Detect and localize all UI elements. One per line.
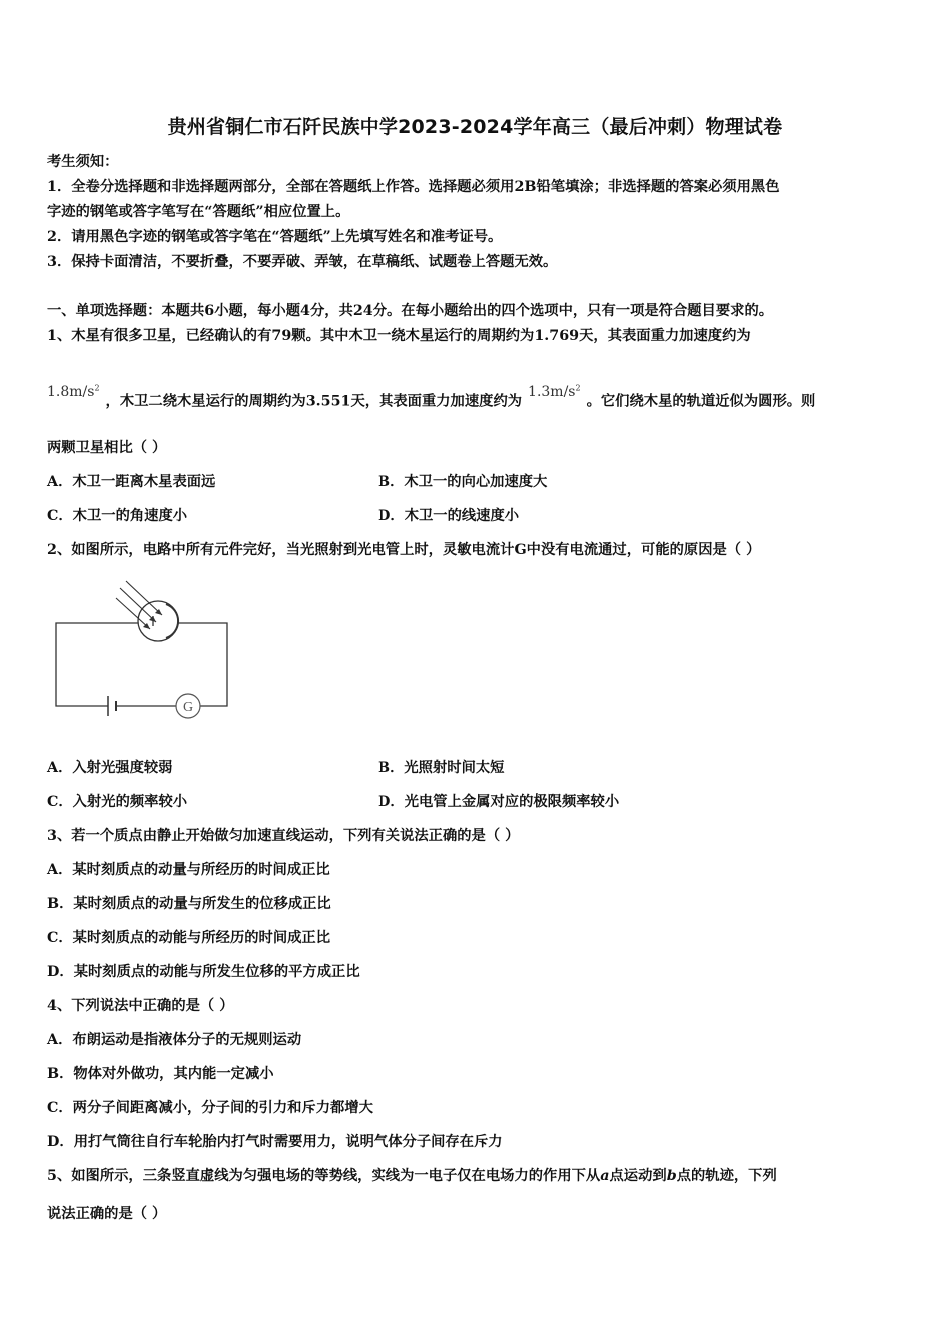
q2-option-a[interactable]: A．入射光强度较弱 <box>47 760 173 776</box>
q4-option-b[interactable]: B．物体对外做功，其内能一定减小 <box>47 1066 274 1082</box>
circuit-wire-left <box>56 623 138 706</box>
q5-stem-line2: 说法正确的是（ ） <box>47 1206 167 1222</box>
q4-stem: 4、下列说法中正确的是（ ） <box>47 998 234 1014</box>
q3-option-d[interactable]: D．某时刻质点的动能与所发生位移的平方成正比 <box>47 964 360 980</box>
q4-option-a[interactable]: A．布朗运动是指液体分子的无规则运动 <box>47 1032 302 1048</box>
q4-option-d[interactable]: D．用打气筒往自行车轮胎内打气时需要用力，说明气体分子间存在斥力 <box>47 1134 503 1150</box>
q3-option-a[interactable]: A．某时刻质点的动量与所经历的时间成正比 <box>47 862 330 878</box>
notice-item-1-cont: 字迹的钢笔或答字笔写在“答题纸”相应位置上。 <box>47 204 350 220</box>
q2-stem: 2、如图所示，电路中所有元件完好，当光照射到光电管上时，灵敏电流计G中没有电流通过，可能的原因是（ ） <box>47 542 761 558</box>
circuit-wire-right <box>178 623 227 706</box>
q1-formula-1: $1.8m/s^2$ <box>47 383 100 400</box>
q3-option-b[interactable]: B．某时刻质点的动量与所发生的位移成正比 <box>47 896 331 912</box>
q2-option-b[interactable]: B．光照射时间太短 <box>378 760 505 776</box>
galvanometer-label: G <box>182 700 194 715</box>
q1-option-a[interactable]: A．木卫一距离木星表面远 <box>47 474 216 490</box>
q5-stem: 5、如图所示，三条竖直虚线为匀强电场的等势线，实线为一电子仅在电场力的作用下从a点运动到b点的轨迹，下列 <box>47 1168 777 1184</box>
notice-item-2: 2．请用黑色字迹的钢笔或答字笔在“答题纸”上先填写姓名和准考证号。 <box>47 229 503 245</box>
q4-option-c[interactable]: C．两分子间距离减小，分子间的引力和斥力都增大 <box>47 1100 373 1116</box>
q1-formula-2: $1.3m/s^2$ <box>528 383 581 400</box>
notice-item-1: 1．全卷分选择题和非选择题两部分，全部在答题纸上作答。选择题必须用2B铅笔填涂；非选择题的答案必须用黑色 <box>47 179 780 195</box>
q1-option-b[interactable]: B．木卫一的向心加速度大 <box>378 474 548 490</box>
section-heading: 一、单项选择题：本题共6小题，每小题4分，共24分。在每小题给出的四个选项中，只有一项是符合题目要求的。 <box>47 303 774 319</box>
notice-heading: 考生须知： <box>47 154 119 170</box>
q1-option-d[interactable]: D．木卫一的线速度小 <box>378 508 520 524</box>
page-title: 贵州省铜仁市石阡民族中学2023-2024学年高三（最后冲刺）物理试卷 <box>167 116 783 138</box>
q2-option-c[interactable]: C．入射光的频率较小 <box>47 794 188 810</box>
notice-item-3: 3．保持卡面清洁，不要折叠，不要弄破、弄皱，在草稿纸、试题卷上答题无效。 <box>47 254 558 270</box>
q1-option-c[interactable]: C．木卫一的角速度小 <box>47 508 188 524</box>
q3-option-c[interactable]: C．某时刻质点的动能与所经历的时间成正比 <box>47 930 331 946</box>
q2-option-d[interactable]: D．光电管上金属对应的极限频率较小 <box>378 794 620 810</box>
q1-stem: 1、木星有很多卫星，已经确认的有79颗。其中木卫一绕木星运行的周期约为1.769天，其表面重力加速度约为 <box>47 328 751 344</box>
q1-stem-line2: $1.8m/s^2$，木卫二绕木星运行的周期约为3.551天，其表面重力加速度约为$1.3m/s^2$。它们绕木星的轨道近似为圆形。则 <box>47 383 816 410</box>
q3-stem: 3、若一个质点由静止开始做匀加速直线运动，下列有关说法正确的是（ ） <box>47 828 520 844</box>
q1-stem-line3: 两颗卫星相比（ ） <box>47 440 167 456</box>
q2-circuit-diagram <box>50 578 240 723</box>
